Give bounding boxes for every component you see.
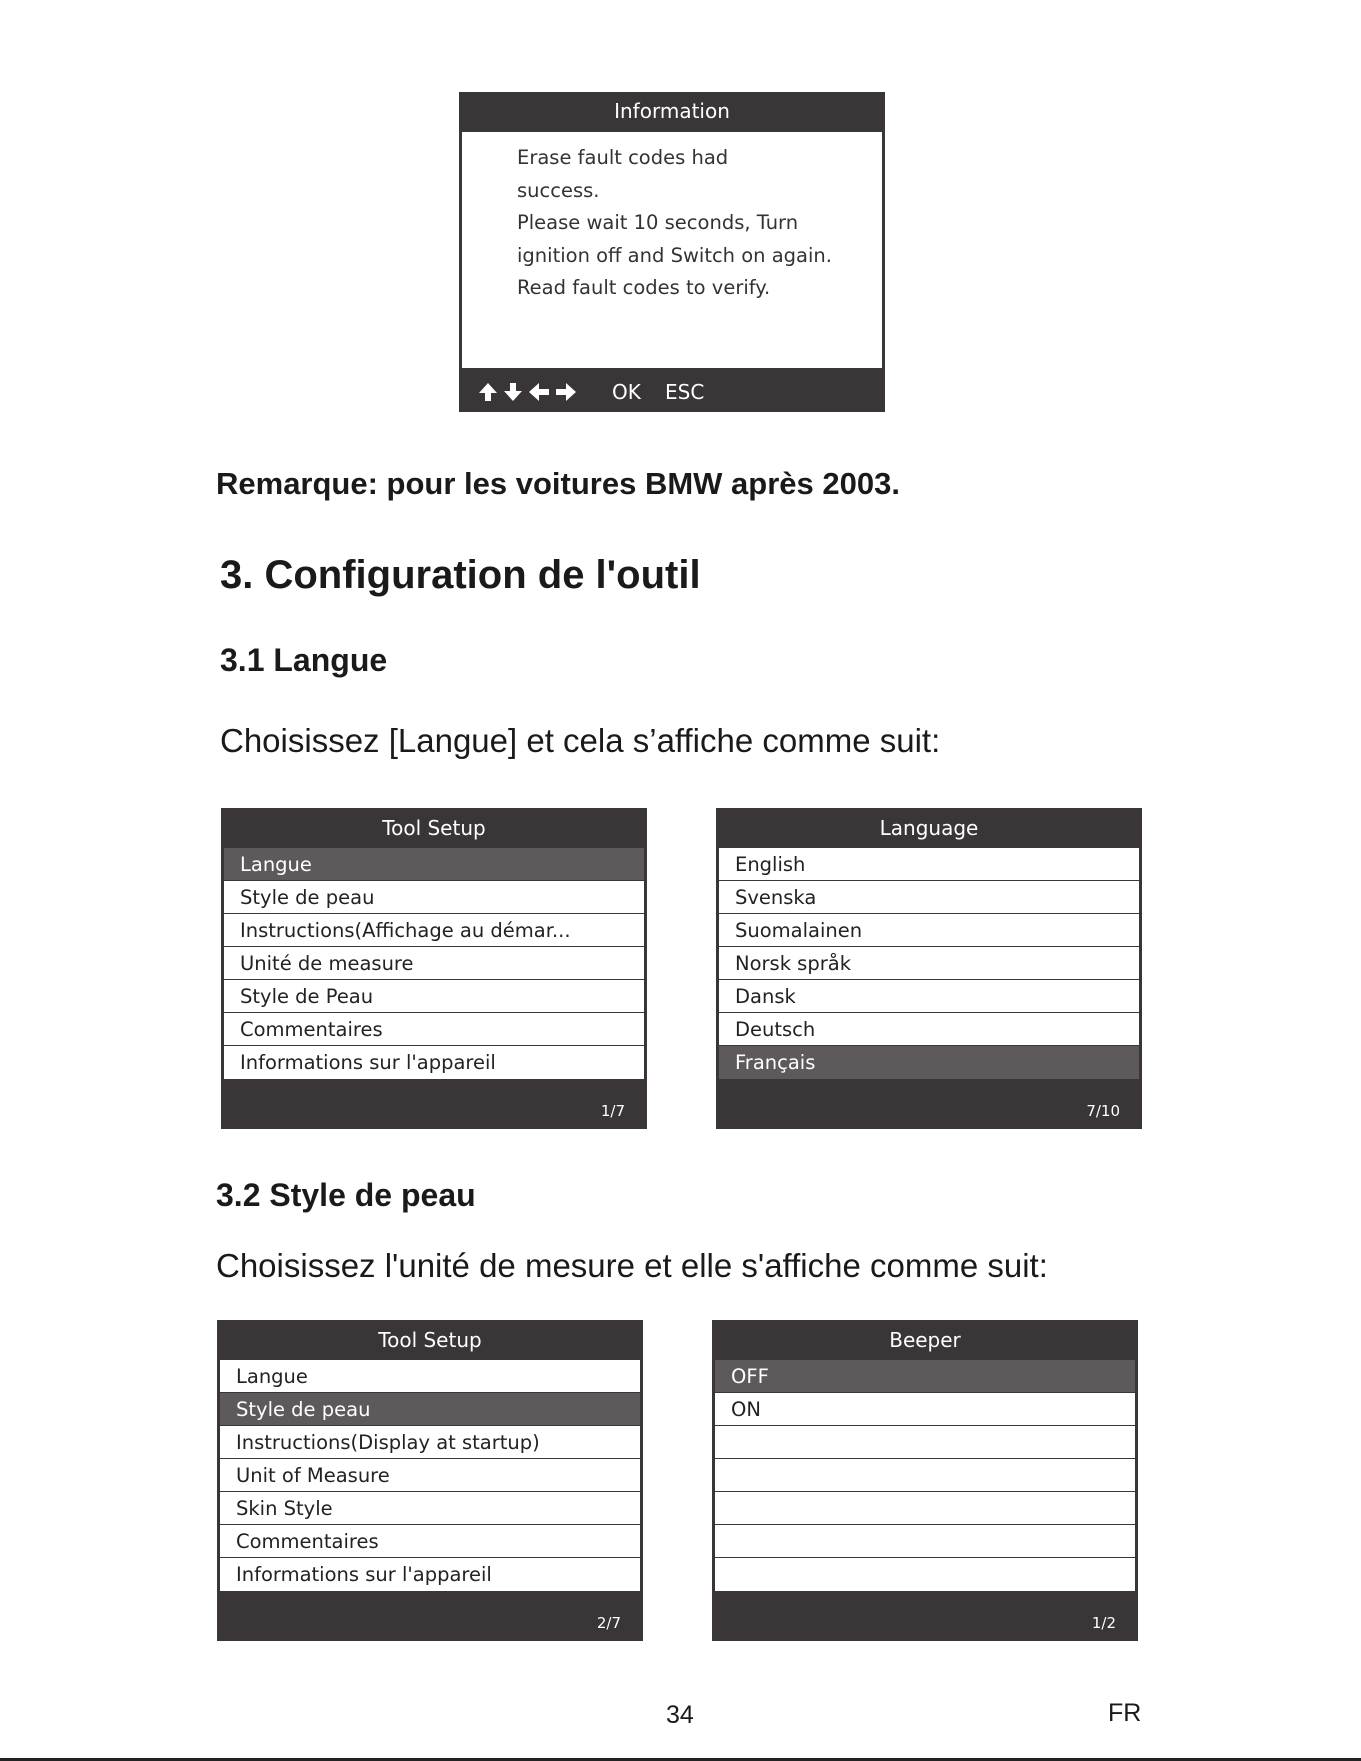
menu-item[interactable]: Unit of Measure: [220, 1459, 640, 1492]
menu-item[interactable]: Langue: [220, 1360, 640, 1393]
language-option[interactable]: Français: [719, 1046, 1139, 1079]
menu-item[interactable]: Instructions(Display at startup): [220, 1426, 640, 1459]
langue-instruction: Choisissez [Langue] et cela s’affiche comme suit:: [220, 722, 941, 759]
beeper-option[interactable]: OFF: [715, 1360, 1135, 1393]
language-code: FR: [1108, 1699, 1142, 1727]
language-option[interactable]: English: [719, 848, 1139, 881]
arrow-down-icon: [502, 381, 524, 403]
arrow-up-icon: [477, 381, 499, 403]
page-indicator: 7/10: [1086, 1102, 1120, 1120]
empty-row: [715, 1558, 1135, 1591]
screen-footer: [221, 1093, 647, 1129]
menu-item[interactable]: Informations sur l'appareil: [240, 1051, 496, 1074]
menu-item[interactable]: Style de peau: [224, 881, 644, 914]
language-option[interactable]: Deutsch: [719, 1013, 1139, 1046]
page-indicator: 2/7: [596, 1614, 621, 1632]
ok-button[interactable]: OK: [612, 380, 641, 404]
menu-list: [224, 848, 644, 1079]
info-dialog-screen: [459, 92, 885, 412]
screen-title: Beeper: [889, 1328, 961, 1352]
language-option[interactable]: Norsk språk: [719, 947, 1139, 980]
subsection-title-langue: 3.1 Langue: [220, 642, 388, 678]
screen-footer: [712, 1605, 1138, 1641]
language-option[interactable]: Svenska: [719, 881, 1139, 914]
menu-item[interactable]: Unité de measure: [224, 947, 644, 980]
language-option[interactable]: Suomalainen: [719, 914, 1139, 947]
info-dialog-body: [462, 132, 882, 368]
info-dialog-footer: [459, 372, 885, 412]
menu-item[interactable]: Instructions(Affichage au démar...: [224, 914, 644, 947]
screen-footer: [217, 1605, 643, 1641]
bmw-note: Remarque: pour les voitures BMW après 2003.: [216, 466, 900, 501]
menu-item[interactable]: Commentaires: [220, 1525, 640, 1558]
menu-list: [719, 848, 1139, 1079]
arrow-right-icon: [554, 381, 578, 403]
page-number: 34: [666, 1701, 694, 1729]
empty-row: [715, 1525, 1135, 1558]
info-dialog-title: Information: [614, 99, 730, 123]
page-indicator: 1/2: [1091, 1614, 1116, 1632]
screen-title: Language: [879, 816, 979, 840]
tool-setup-screen: [217, 1320, 643, 1641]
menu-item[interactable]: Style de Peau: [224, 980, 644, 1013]
nav-arrows: [477, 381, 578, 403]
info-line: ignition off and Switch on again.: [517, 243, 832, 267]
empty-row: [715, 1459, 1135, 1492]
menu-list: [220, 1360, 640, 1591]
style-instruction: Choisissez l'unité de mesure et elle s'affiche comme suit:: [216, 1247, 1048, 1284]
language-option[interactable]: Dansk: [719, 980, 1139, 1013]
info-line: Erase fault codes had: [517, 146, 729, 169]
info-line: success.: [517, 178, 600, 202]
info-line: Read fault codes to verify.: [517, 276, 771, 299]
info-line: Please wait 10 seconds, Turn: [517, 211, 799, 234]
beeper-screen: [712, 1320, 1138, 1641]
empty-row: [715, 1426, 1135, 1459]
screen-title: Tool Setup: [382, 816, 486, 840]
subsection-title-style: 3.2 Style de peau: [216, 1177, 476, 1213]
esc-button[interactable]: ESC: [665, 380, 705, 404]
beeper-option[interactable]: ON: [715, 1393, 1135, 1426]
tool-setup-screen: [221, 808, 647, 1129]
section-title: 3. Configuration de l'outil: [220, 553, 701, 597]
menu-list: [715, 1360, 1135, 1591]
arrow-left-icon: [527, 381, 551, 403]
page-indicator: 1/7: [600, 1102, 625, 1120]
screen-footer: [716, 1093, 1142, 1129]
menu-item[interactable]: Langue: [224, 848, 644, 881]
language-screen: [716, 808, 1142, 1129]
menu-item[interactable]: Commentaires: [224, 1013, 644, 1046]
menu-item[interactable]: Style de peau: [220, 1393, 640, 1426]
screen-title: Tool Setup: [378, 1328, 482, 1352]
menu-item[interactable]: Informations sur l'appareil: [236, 1563, 492, 1586]
menu-item[interactable]: Skin Style: [220, 1492, 640, 1525]
empty-row: [715, 1492, 1135, 1525]
